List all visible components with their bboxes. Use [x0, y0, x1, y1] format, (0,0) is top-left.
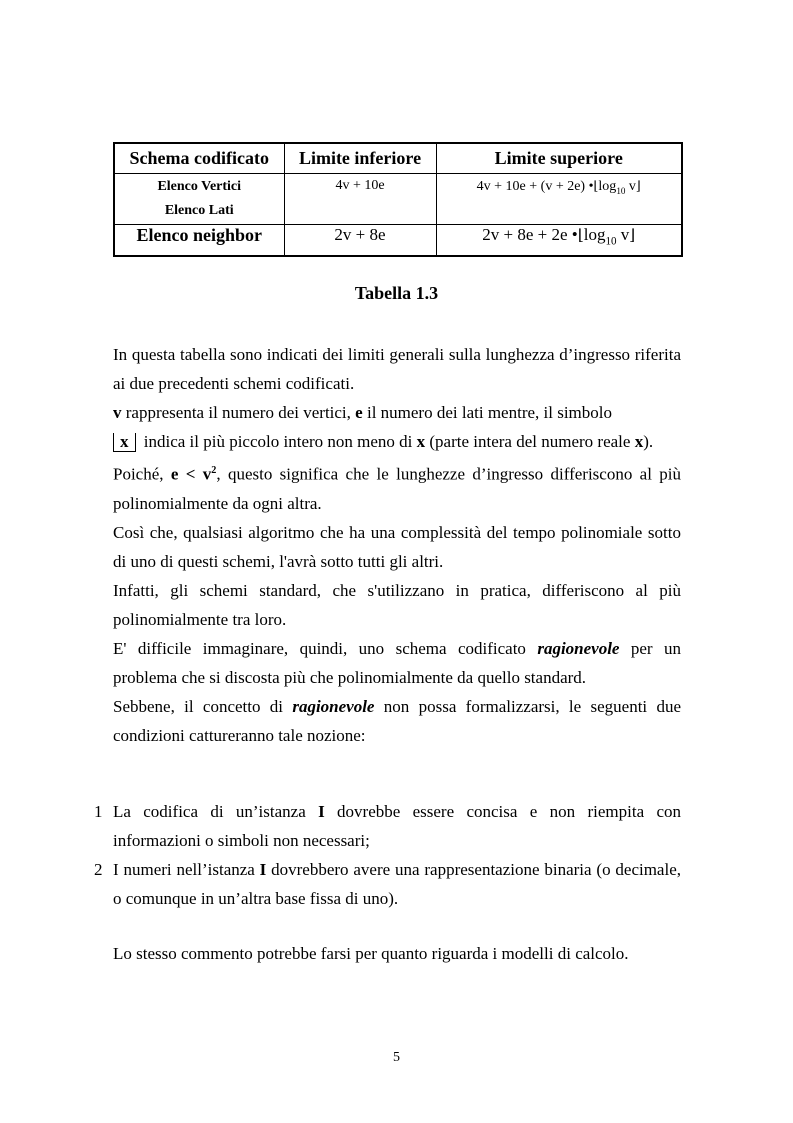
list-number: 2 — [94, 860, 103, 879]
schema-name-line: Elenco Vertici — [157, 179, 242, 194]
header-schema: Schema codificato — [114, 143, 284, 174]
paragraph: In questa tabella sono indicati dei limiti generali sulla lunghezza d’ingresso riferita ai due precedenti schemi codificati. — [113, 345, 681, 393]
log-var: v — [628, 179, 636, 194]
schema-name-line: Elenco Lati — [164, 203, 234, 218]
closing-paragraph: Lo stesso commento potrebbe farsi per quanto riguarda i modelli di calcolo. — [113, 944, 629, 963]
schema-name-cell: Elenco neighbor — [114, 225, 284, 257]
paragraph: Così che, qualsiasi algoritmo che ha una complessità del tempo polinomiale sotto di uno di questi schemi, l'avrà sotto tutti gli altri. — [113, 522, 681, 571]
upper-limit-expr: 2v + 8e + 2e • — [482, 225, 578, 244]
lower-limit-cell: 2v + 8e — [284, 225, 436, 257]
list-item: 1 La codifica di un’istanza I dovrebbe essere concisa e non riempita con informazioni o simboli non necessari; — [113, 797, 681, 855]
schema-name-cell — [114, 174, 284, 225]
table-caption: Tabella 1.3 — [354, 283, 439, 303]
paragraph: v rappresenta il numero dei vertici, e il numero dei lati mentre, il simbolo x indica il più piccolo intero non meno di x (parte intera del numero reale x). — [113, 403, 654, 451]
log-var: v — [620, 225, 630, 244]
body-text — [113, 340, 681, 750]
page-number: 5 — [393, 1050, 400, 1065]
floor-symbol: x — [113, 433, 136, 452]
list-number: 1 — [94, 802, 103, 821]
upper-limit-cell: 4v + 10e + (v + 2e) $•⌊\log_{10}$ v⌋ — [436, 174, 682, 225]
list-item: 2 I numeri nell’istanza I dovrebbero avere una rappresentazione binaria (o decimale, o comunque in un’altra base fissa di uno). — [113, 855, 681, 913]
log-base: 10 — [605, 235, 617, 248]
log-label: log — [598, 179, 617, 194]
header-upper-limit: Limite superiore — [436, 143, 682, 174]
log-base: 10 — [616, 185, 626, 196]
lower-limit-cell: 4v + 10e — [284, 174, 436, 225]
table-row — [114, 174, 682, 225]
upper-limit-expr: 4v + 10e + (v + 2e) • — [476, 179, 594, 194]
paragraph: Poiché, $e < v^2$, questo significa che le lunghezze d’ingresso differiscono al più polinomialmente da ogni altra. — [113, 464, 681, 513]
paragraph: E' difficile immaginare, quindi, uno schema codificato ragionevole per un problema che si discosta più che polinomialmente da quello standard. — [113, 638, 681, 687]
table-row — [114, 225, 682, 257]
conditions-list — [94, 797, 681, 913]
header-lower-limit: Limite inferiore — [284, 143, 436, 174]
log-label: log — [583, 225, 606, 244]
upper-limit-cell: 2v + 8e + 2e $•⌊\log_{10}$ v⌋ — [436, 225, 682, 257]
limits-table — [113, 142, 683, 257]
paragraph: Infatti, gli schemi standard, che s'utilizzano in pratica, differiscono al più polinomialmente tra loro. — [113, 580, 681, 629]
paragraph: Sebbene, il concetto di ragionevole non possa formalizzarsi, le seguenti due condizioni cattureranno tale nozione: — [113, 696, 681, 745]
table-header-row — [114, 143, 682, 174]
